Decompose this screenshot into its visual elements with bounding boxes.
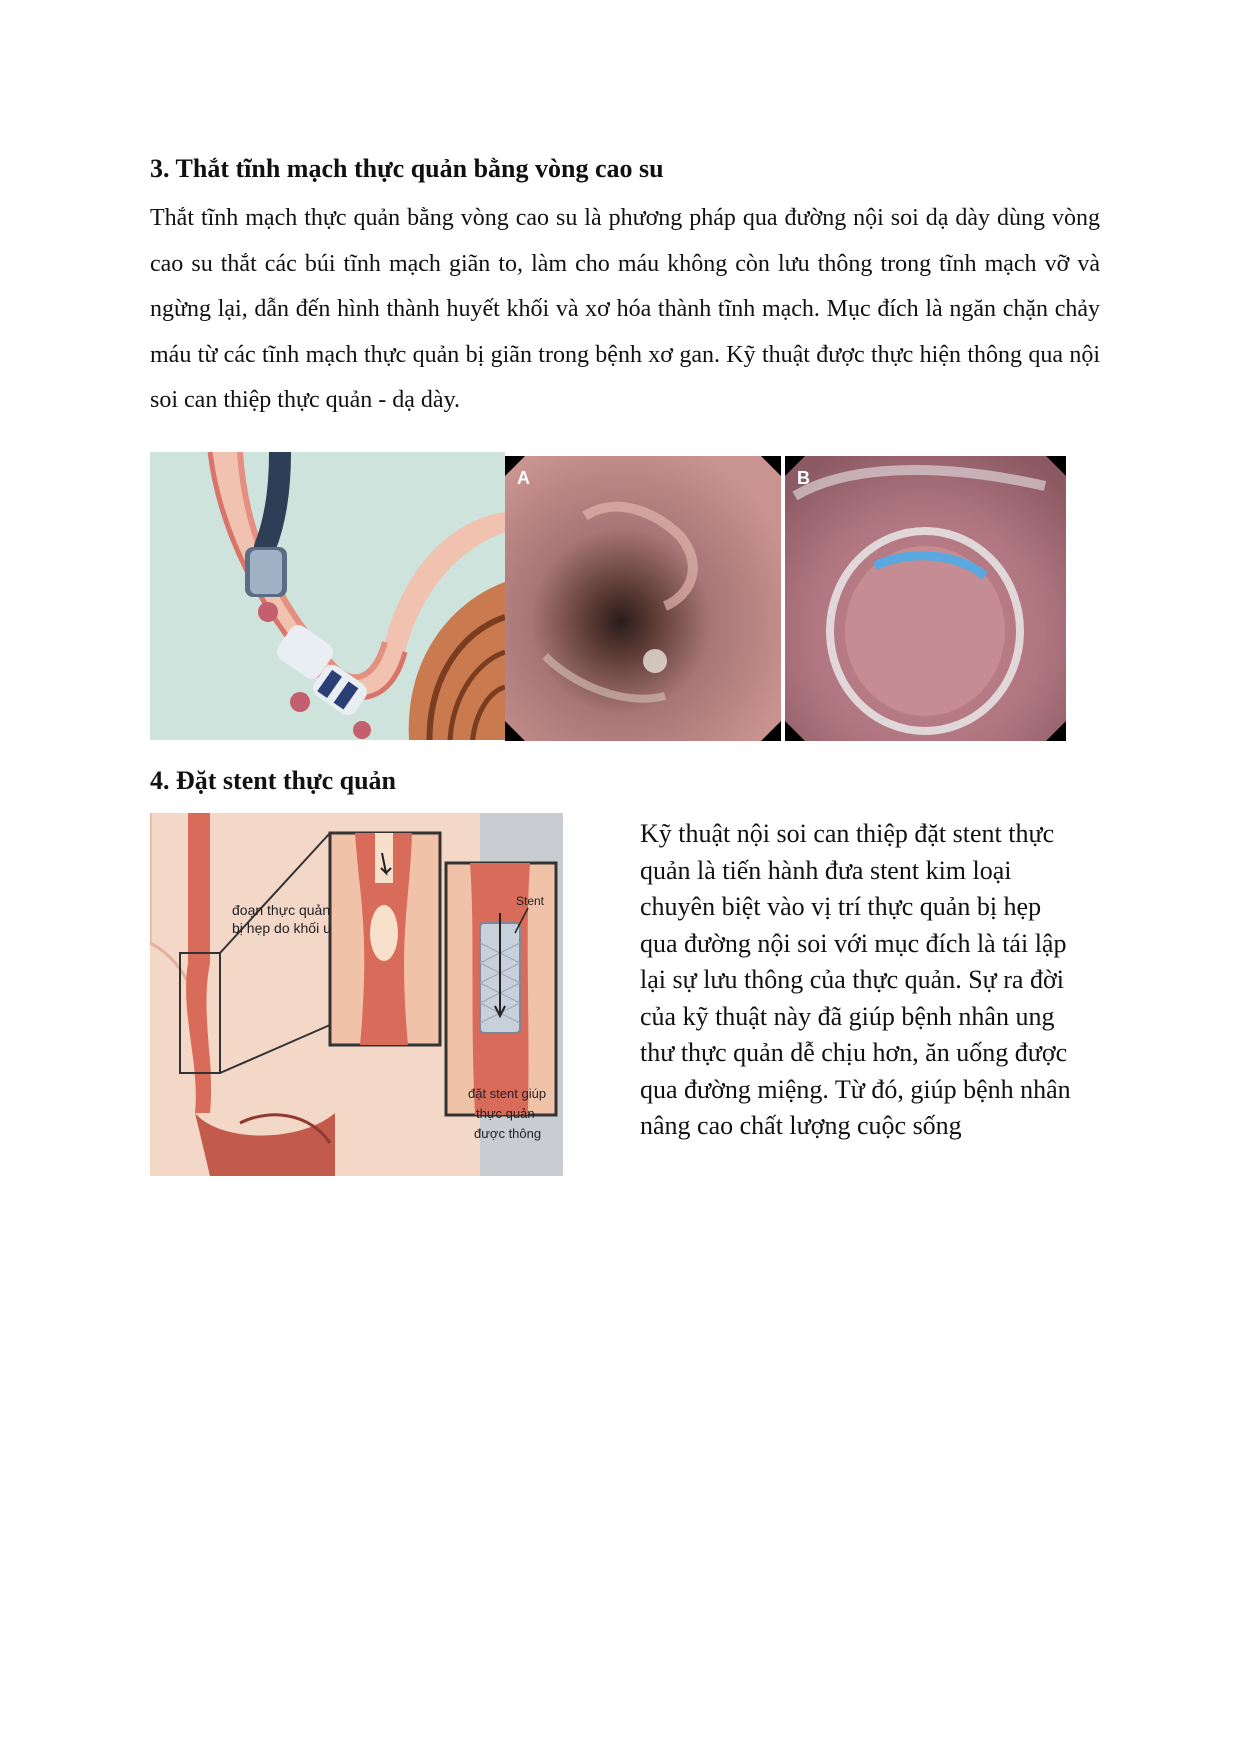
panel-a-letter: A xyxy=(517,468,530,488)
narrowed-esophagus-label-line2: bị hẹp do khối u xyxy=(232,920,331,936)
section3-paragraph: Thắt tĩnh mạch thực quản bằng vòng cao su là phương pháp qua đường nội soi dạ dày dùng vòng cao su thắt các búi tĩnh mạch giãn to, làm cho máu không còn lưu thông trong tĩnh mạch vỡ và ngừng lại, dẫn đến hình thành huyết khối và xơ hóa thành tĩnh mạch. Mục đích là ngăn chặn chảy máu từ các tĩnh mạch thực quản bị giãn trong bệnh xơ gan. Kỹ thuật được thực hiện thông qua nội soi can thiệp thực quản - dạ dày. xyxy=(150,205,1100,413)
esophageal-stent-illustration xyxy=(150,813,563,1176)
section4-heading: 4. Đặt stent thực quản xyxy=(150,766,397,795)
stent-label: Stent xyxy=(516,894,545,908)
band-ligation-illustration xyxy=(150,452,505,740)
endoscopy-photo-a xyxy=(505,456,781,741)
panel-b-letter: B xyxy=(797,468,810,488)
stent-result-label-line3: được thông xyxy=(474,1126,542,1141)
section4-paragraph: Kỹ thuật nội soi can thiệp đặt stent thực quản là tiến hành đưa stent kim loại chuyên biệt vào vị trí thực quản bị hẹp qua đường nội soi với mục đích là tái lập lại sự lưu thông của thực quản. Sự ra đời của kỹ thuật này đã giúp bệnh nhân ung thư thực quản dễ chịu hơn, ăn uống được qua đường miệng. Từ đó, giúp bệnh nhân nâng cao chất lượng cuộc sống xyxy=(640,819,1071,1140)
narrowed-esophagus-label-line1: đoạn thực quản xyxy=(232,902,331,918)
endoscopy-photo-b xyxy=(785,456,1066,741)
stent-result-label-line2: thực quản xyxy=(476,1106,535,1121)
section3-heading: 3. Thắt tĩnh mạch thực quản bằng vòng cao su xyxy=(150,154,664,183)
stent-result-label-line1: đặt stent giúp xyxy=(468,1086,547,1101)
